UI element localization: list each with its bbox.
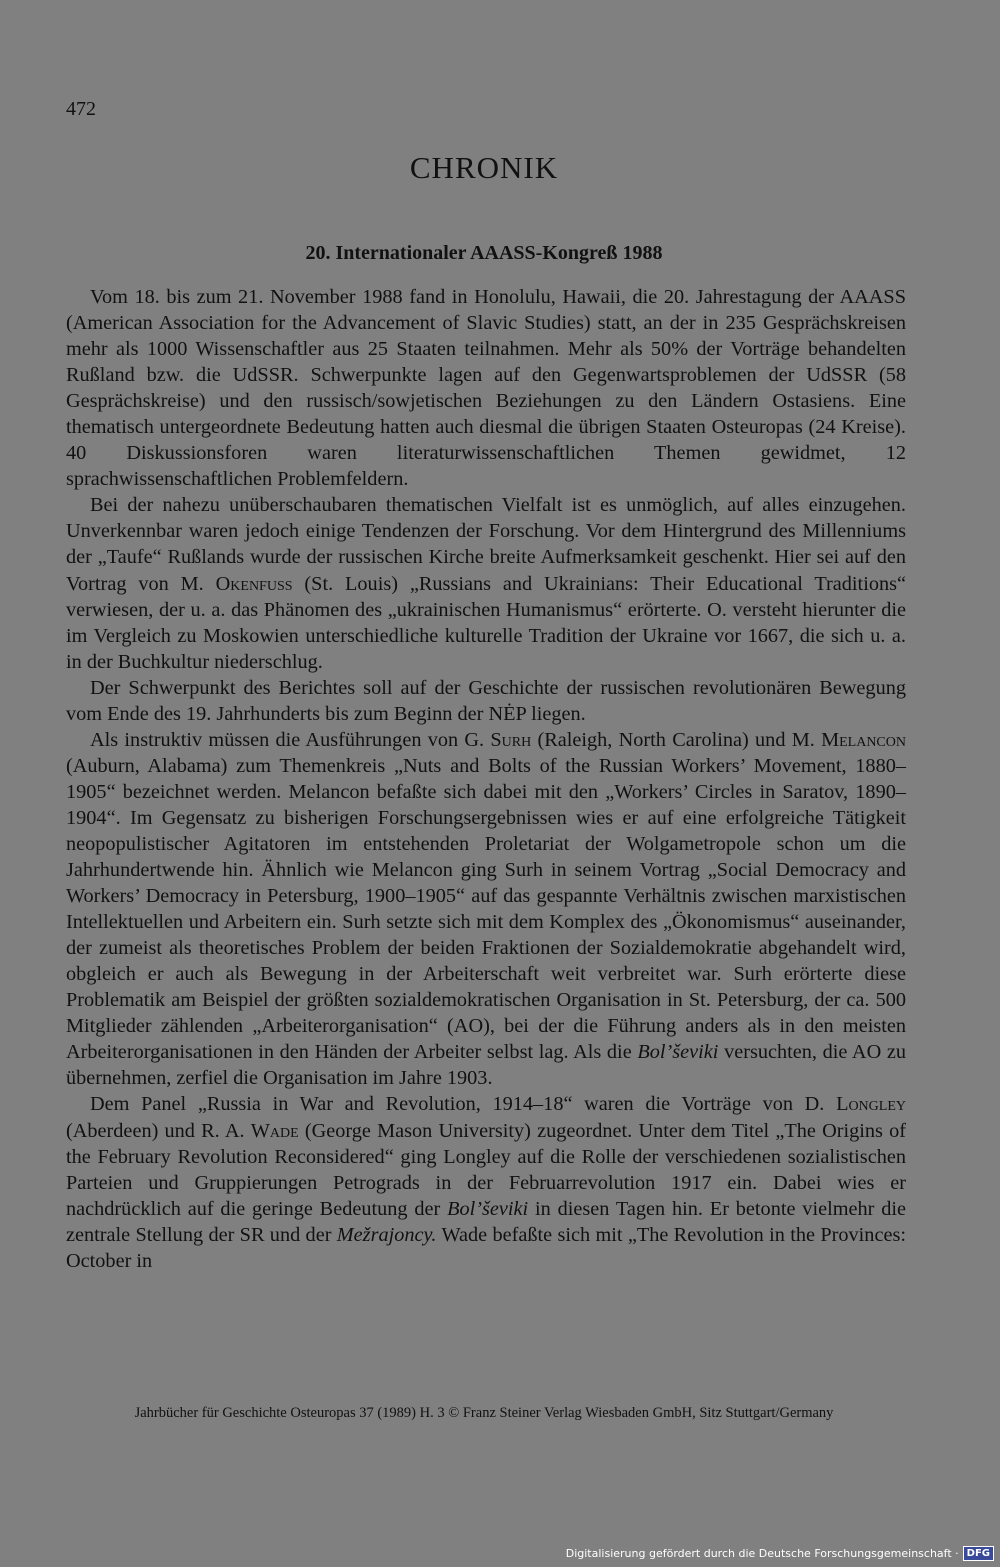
paragraph — [66, 1091, 906, 1273]
italic-term: Bol’ševiki — [447, 1197, 529, 1220]
text-run: Wade befaßte sich mit „The Revolution in the Provinces: October in — [66, 1223, 906, 1272]
italic-term: Mežrajoncy. — [336, 1223, 437, 1246]
text-run: (St. Louis) „Russians and Ukrainians: Their Educational Traditions“ verwiesen, der u. a. das Phänomen des „ukrainischen Humanismus“ erörterte. O. versteht hierunter die im Vergleich zu Moskowien unterschiedliche kulturelle Tradition der Ukraine vor 1667, die sich u. a. in der Buchkultur niederschlug. — [66, 572, 907, 673]
dfg-logo: DFG — [963, 1546, 994, 1561]
text-run: (Auburn, Alabama) zum Themenkreis „Nuts and Bolts of the Russian Workers’ Movement, 1880–1905“ bezeichnet werden. Melancon befaßte sich dabei mit den „Workers’ Circles in Saratov, 1890–1904“. Im Gegensatz zu bisherigen Forschungsergebnissen wies er auf eine erfolgreiche Tätigkeit neopopulistischer Agitatoren im entstehenden Proletariat der Wolgametropole schon um die Jahrhundertwende hin. Ähnlich wie Melancon ging Surh in seinem Vortrag „Social Democracy and Workers’ Democracy in Petersburg, 1900–1905“ auf das gespannte Verhältnis zwischen marxistischen Intellektuellen und Arbeitern ein. Surh setzte sich mit dem Komplex des „Ökonomismus“ auseinander, der zumeist als theoretisches Problem der beiden Fraktionen der Sozialdemokratie abgehandelt wird, obgleich er auch als Bewegung in der Arbeiterschaft weit verbreitet war. Surh erörterte diese Problematik am Beispiel der größten sozialdemokratischen Organisation in St. Petersburg, der ca. 500 Mitglieder zählenden „Arbeiterorganisation“ (AO), bei der die Führung anders als in den meisten Arbeiterorganisationen in den Händen der Arbeiter selbst lag. Als die — [66, 754, 906, 1064]
author-name: Surh — [490, 728, 532, 751]
paragraph — [66, 492, 906, 674]
article-body — [66, 284, 906, 1274]
text-run: Bei der nahezu unüberschaubaren thematischen Vielfalt ist es unmöglich, auf alles einzugehen. Unverkennbar waren jedoch einige Tendenzen der Forschung. Vor dem Hintergrund des Millenniums der „Taufe“ Rußlands wurde der russischen Kirche breite Aufmerksamkeit geschenkt. Hier sei auf den Vortrag von M. — [66, 494, 906, 595]
paragraph — [66, 284, 906, 492]
author-name: Wade — [250, 1119, 299, 1142]
text-run: in diesen Tagen hin. Er betonte vielmehr die zentrale Stellung der SR und der — [66, 1197, 906, 1246]
text-run: Als instruktiv müssen die Ausführungen von G. — [90, 728, 491, 751]
dfg-credit-bar — [566, 1546, 994, 1561]
author-name: Longley — [836, 1093, 906, 1116]
paragraph — [66, 727, 906, 1092]
text-run: Der Schwerpunkt des Berichtes soll auf der Geschichte der russischen revolutionären Bewegung vom Ende des 19. Jahrhunderts bis zum Beginn der NĖP liegen. — [66, 676, 906, 725]
text-run: (Aberdeen) und R. A. — [66, 1119, 251, 1142]
text-run: versuchten, die AO zu übernehmen, zerfiel die Organisation im Jahre 1903. — [66, 1041, 907, 1090]
journal-footer: Jahrbücher für Geschichte Osteuropas 37 (1989) H. 3 © Franz Steiner Verlag Wiesbaden GmbH, Sitz Stuttgart/Germany — [134, 1405, 834, 1421]
italic-term: Bol’ševiki — [637, 1041, 719, 1064]
text-run: Vom 18. bis zum 21. November 1988 fand in Honolulu, Hawaii, die 20. Jahrestagung der AAASS (American Association for the Advancement of Slavic Studies) statt, an der in 235 Gesprächskreisen mehr als 1000 Wissenschaftler aus 25 Staaten teilnahmen. Mehr als 50% der Vorträge behandelten Rußland bzw. die UdSSR. Schwerpunkte lagen auf den Gegenwartsproblemen der UdSSR (58 Gesprächskreise) und den russisch/sowjetischen Beziehungen zu den Ländern Ostasiens. Eine thematisch untergeordnete Bedeutung hatten auch diesmal die übrigen Staaten Osteuropas (24 Kreise). 40 Diskussionsforen waren literaturwissenschaftlichen Themen gewidmet, 12 sprachwissenschaftlichen Problemfeldern. — [66, 286, 906, 491]
author-name: Okenfuss — [215, 572, 293, 595]
author-name: Melancon — [821, 728, 906, 751]
paragraph — [66, 675, 906, 727]
dfg-credit-text: Digitalisierung gefördert durch die Deutsche Forschungsgemeinschaft · — [565, 1547, 959, 1560]
text-run: Dem Panel „Russia in War and Revolution, 1914–18“ waren die Vorträge von D. — [90, 1093, 837, 1116]
section-title: CHRONIK — [409, 150, 559, 185]
article-title: 20. Internationaler AAASS-Kongreß 1988 — [305, 242, 663, 264]
page-number: 472 — [66, 98, 96, 120]
text-run: (Raleigh, North Carolina) und M. — [531, 728, 822, 751]
text-run: (George Mason University) zugeordnet. Unter dem Titel „The Origins of the February Revolution Reconsidered“ ging Longley auf die Rolle der verschiedenen sozialistischen Parteien und Gruppierungen Petrograds in der Februarrevolution 1917 ein. Dabei wies er nachdrücklich auf die geringe Bedeutung der — [66, 1119, 907, 1220]
